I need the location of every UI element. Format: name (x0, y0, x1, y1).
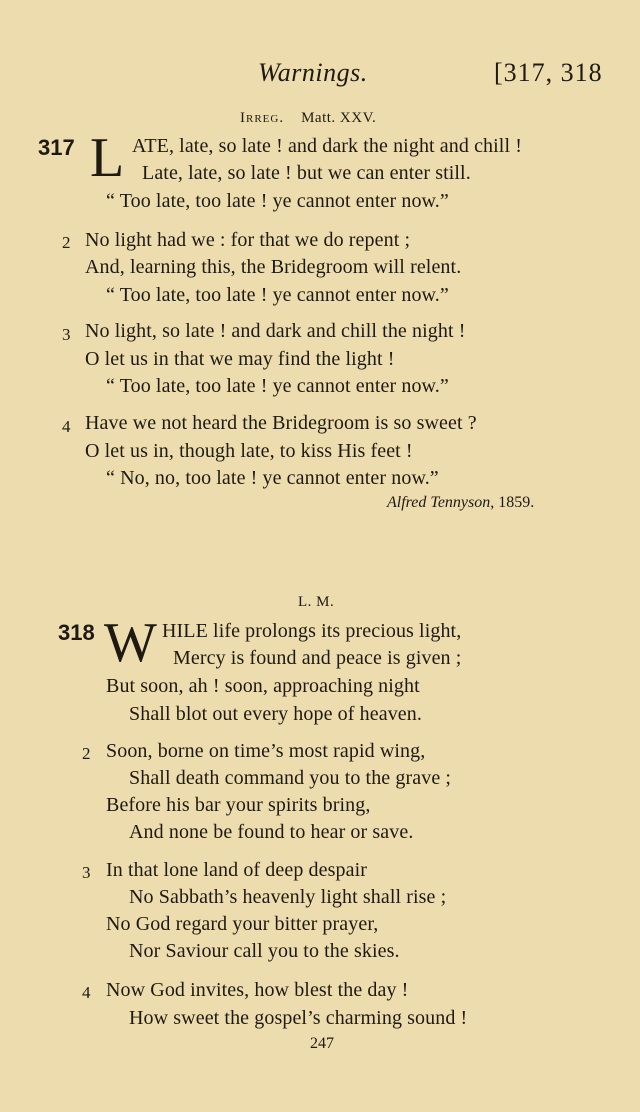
verse-number: 3 (62, 325, 71, 344)
verse-line: HILE life prolongs its precious light, (162, 620, 462, 642)
meter-label: Irreg. (240, 110, 285, 126)
verse-line: ATE, late, so late ! and dark the night and chill ! (132, 135, 522, 157)
verse-line: Now God invites, how blest the day ! (106, 979, 409, 1001)
verse-line: “ Too late, too late ! ye cannot enter now.” (106, 190, 449, 212)
verse-line: Nor Saviour call you to the skies. (129, 940, 400, 962)
section-title: Warnings. (258, 58, 368, 87)
verse-line: “ Too late, too late ! ye cannot enter now.” (106, 375, 449, 397)
verse-number: 4 (82, 983, 91, 1002)
verse-number: 3 (82, 863, 91, 882)
hymn-range: [317, 318 (494, 58, 603, 87)
verse-line: Have we not heard the Bridegroom is so sweet ? (85, 412, 477, 434)
author-name: Alfred Tennyson (387, 494, 491, 511)
verse-line: O let us in that we may find the light ! (85, 348, 395, 370)
verse-line: Shall death command you to the grave ; (129, 767, 452, 789)
hymn-317-number: 317 (38, 135, 75, 160)
verse-line: Late, late, so late ! but we can enter still. (142, 162, 471, 184)
hymn-318-drop-cap: W (104, 612, 157, 674)
verse-line: No light had we : for that we do repent ; (85, 229, 411, 251)
verse-line: And none be found to hear or save. (129, 821, 414, 843)
hymn-317-drop-cap: L (90, 127, 125, 189)
verse-line: “ Too late, too late ! ye cannot enter now.” (106, 284, 449, 306)
verse-line: Shall blot out every hope of heaven. (129, 703, 422, 725)
verse-line: How sweet the gospel’s charming sound ! (129, 1007, 468, 1029)
verse-line: No Sabbath’s heavenly light shall rise ; (129, 886, 447, 908)
hymn-317-attribution (387, 494, 534, 512)
verse-line: Before his bar your spirits bring, (106, 794, 371, 816)
verse-number: 4 (62, 417, 71, 436)
verse-line: Soon, borne on time’s most rapid wing, (106, 740, 426, 762)
verse-number: 2 (62, 233, 71, 252)
verse-line: O let us in, though late, to kiss His feet ! (85, 440, 413, 462)
verse-line: Mercy is found and peace is given ; (173, 647, 462, 669)
page-number: 247 (310, 1035, 334, 1052)
hymn-317-meter (240, 110, 376, 127)
verse-line: But soon, ah ! soon, approaching night (106, 675, 420, 697)
verse-line: No God regard your bitter prayer, (106, 913, 379, 935)
verse-line: And, learning this, the Bridegroom will relent. (85, 256, 462, 278)
scripture-ref: Matt. XXV. (301, 110, 377, 126)
author-year: , 1859. (490, 494, 535, 511)
verse-line: No light, so late ! and dark and chill the night ! (85, 320, 466, 342)
verse-number: 2 (82, 744, 91, 763)
hymn-318-meter: L. M. (298, 594, 335, 610)
hymn-318-number: 318 (58, 620, 95, 645)
verse-line: “ No, no, too late ! ye cannot enter now.” (106, 467, 439, 489)
verse-line: In that lone land of deep despair (106, 859, 367, 881)
